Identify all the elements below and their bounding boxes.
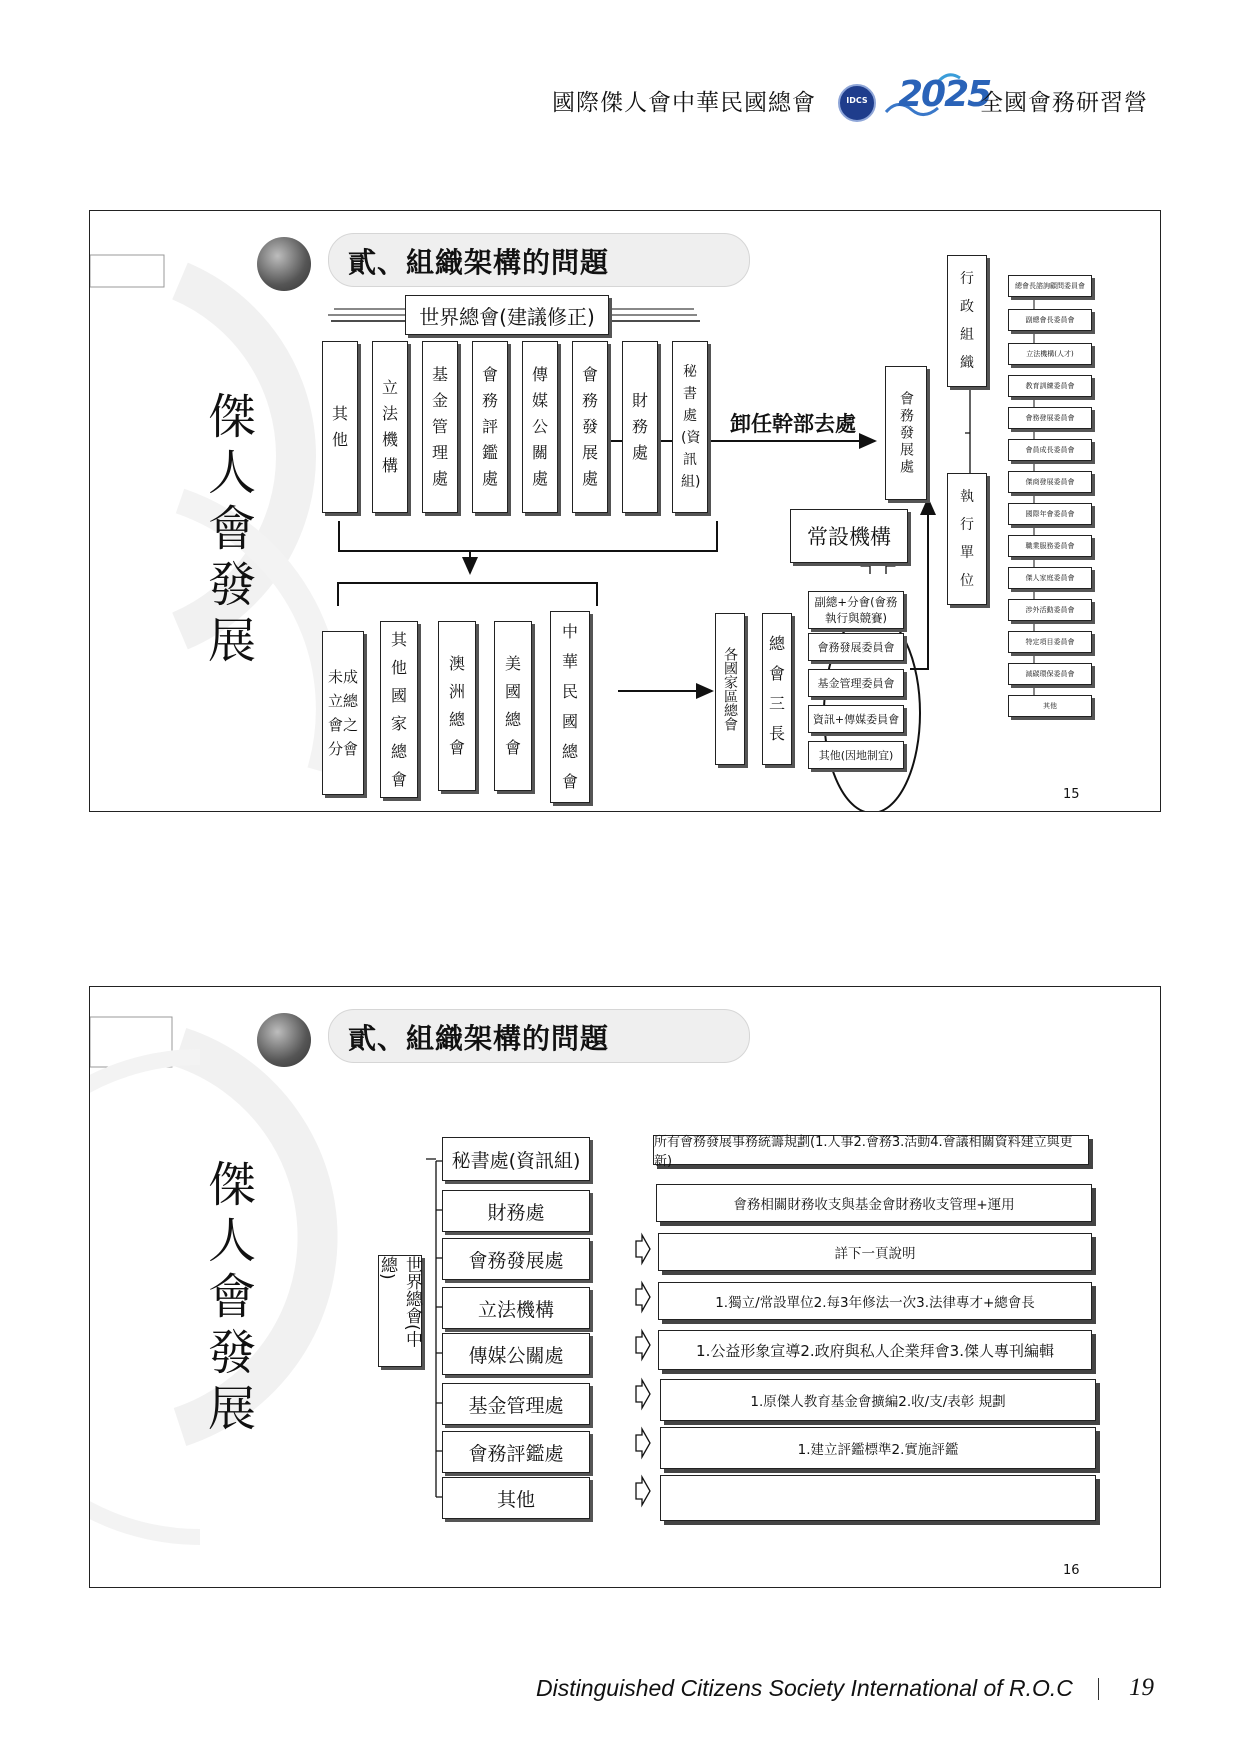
exec-item: 傑人家庭委員會 — [1008, 567, 1092, 589]
exec-item: 其他 — [1008, 695, 1092, 717]
slide2-side-title: 傑 人 會 發 展 — [207, 1157, 256, 1437]
slide1-page-number: 15 — [1063, 787, 1080, 802]
committee-development: 會務發展委員會 — [808, 633, 904, 661]
dev-office-box: 會務發展處 — [885, 366, 927, 500]
footer-org-name: Distinguished Citizens Society International of R.O.C — [536, 1675, 1073, 1701]
unit-legislative: 立法機構 — [442, 1287, 590, 1329]
unit-finance: 財務處 — [622, 341, 658, 513]
standing-org-box: 常設機構 — [790, 509, 908, 563]
chapter-usa: 美國總會 — [494, 621, 532, 791]
unit-fund: 基金管理處 — [442, 1383, 590, 1425]
unit-development: 會務發展處 — [442, 1238, 590, 1280]
committee-other: 其他(因地制宜) — [808, 741, 904, 769]
row-desc: 所有會務發展事務統籌規劃(1.人事2.會務3.活動4.會議相關資料建立與更新) — [653, 1135, 1089, 1165]
exec-item: 傑商發展委員會 — [1008, 471, 1092, 493]
unit-media: 傳媒公關處 — [522, 341, 558, 513]
retired-cadre-label: 卸任幹部去處 — [730, 412, 856, 436]
committee-media: 資訊+傳媒委員會 — [808, 705, 904, 733]
admin-item: 副總會長委員會 — [1008, 309, 1092, 331]
exec-item: 特定項目委員會 — [1008, 631, 1092, 653]
bullet-ball-icon — [257, 237, 311, 291]
row-desc — [660, 1475, 1096, 1521]
unit-other: 其他 — [322, 341, 358, 513]
committee-deputy: 副總+分會(會務執行與競賽) — [808, 591, 904, 629]
org-logo: IDCS — [838, 84, 876, 122]
slide2-page-number: 16 — [1063, 1563, 1080, 1578]
header-event-name: 全國會務研習營 — [980, 90, 1148, 116]
exec-item: 職業服務委員會 — [1008, 535, 1092, 557]
chapter-other-countries: 其他國家總會 — [380, 621, 418, 798]
row-desc: 1.建立評鑑標準2.實施評鑑 — [660, 1427, 1096, 1469]
unit-media: 傳媒公關處 — [442, 1333, 590, 1375]
slide1-title: 貳、組織架構的問題 — [348, 246, 610, 279]
unit-evaluation: 會務評鑑處 — [442, 1431, 590, 1473]
world-hq-box: 世界總會(建議修正) — [405, 295, 609, 335]
admin-item: 立法機構(人才) — [1008, 343, 1092, 365]
row-desc: 詳下一頁說明 — [658, 1233, 1092, 1271]
exec-item: 國際年會委員會 — [1008, 503, 1092, 525]
slide-16 — [89, 986, 1161, 1588]
slide1-side-title: 傑 人 會 發 展 — [207, 389, 256, 669]
exec-item: 會務發展委員會 — [1008, 407, 1092, 429]
unit-development: 會務發展處 — [572, 341, 608, 513]
footer-divider — [1098, 1678, 1099, 1700]
unit-fund: 基金管理處 — [422, 341, 458, 513]
admin-item: 總會長諮詢顧問委員會 — [1008, 275, 1092, 297]
event-logo: 2025 — [884, 68, 974, 122]
exec-item: 減碳環保委員會 — [1008, 663, 1092, 685]
exec-item: 涉外活動委員會 — [1008, 599, 1092, 621]
row-desc: 1.獨立/常設單位2.每3年修法一次3.法律專才+總會長 — [658, 1282, 1092, 1320]
exec-unit-box: 執行單位 — [947, 473, 987, 605]
bullet-ball-icon — [257, 1013, 311, 1067]
exec-item: 會員成長委員會 — [1008, 439, 1092, 461]
unit-legislative: 立法機構 — [372, 341, 408, 513]
unit-finance: 財務處 — [442, 1190, 590, 1232]
row-desc: 1.公益形象宣導2.政府與私人企業拜會3.傑人專刊編輯 — [658, 1330, 1092, 1370]
header-org-name: 國際傑人會中華民國總會 — [552, 90, 816, 116]
slide-15 — [89, 210, 1161, 812]
unit-evaluation: 會務評鑑處 — [472, 341, 508, 513]
chapter-unfounded: 未成立總會之分會 — [322, 631, 364, 795]
chapter-roc: 中華民國總會 — [550, 611, 590, 803]
chapter-australia: 澳洲總會 — [438, 621, 476, 791]
three-heads-box: 總會三長 — [762, 613, 792, 765]
unit-secretariat: 秘書處(資訊組) — [672, 341, 708, 513]
row-desc: 會務相關財務收支與基金會財務收支管理+運用 — [656, 1184, 1092, 1222]
admin-org-box: 行政組織 — [947, 255, 987, 387]
world-hq-root: 世界總會(中總) — [378, 1255, 422, 1367]
committee-fund: 基金管理委員會 — [808, 669, 904, 697]
exec-item: 教育訓練委員會 — [1008, 375, 1092, 397]
page-number: 19 — [1129, 1674, 1154, 1701]
country-district-box: 各國家區總會 — [715, 613, 745, 765]
row-desc: 1.原傑人教育基金會擴編2.收/支/表彰 規劃 — [660, 1379, 1096, 1421]
slide2-title: 貳、組織架構的問題 — [348, 1022, 610, 1055]
unit-secretariat: 秘書處(資訊組) — [442, 1137, 590, 1181]
unit-other: 其他 — [442, 1477, 590, 1519]
